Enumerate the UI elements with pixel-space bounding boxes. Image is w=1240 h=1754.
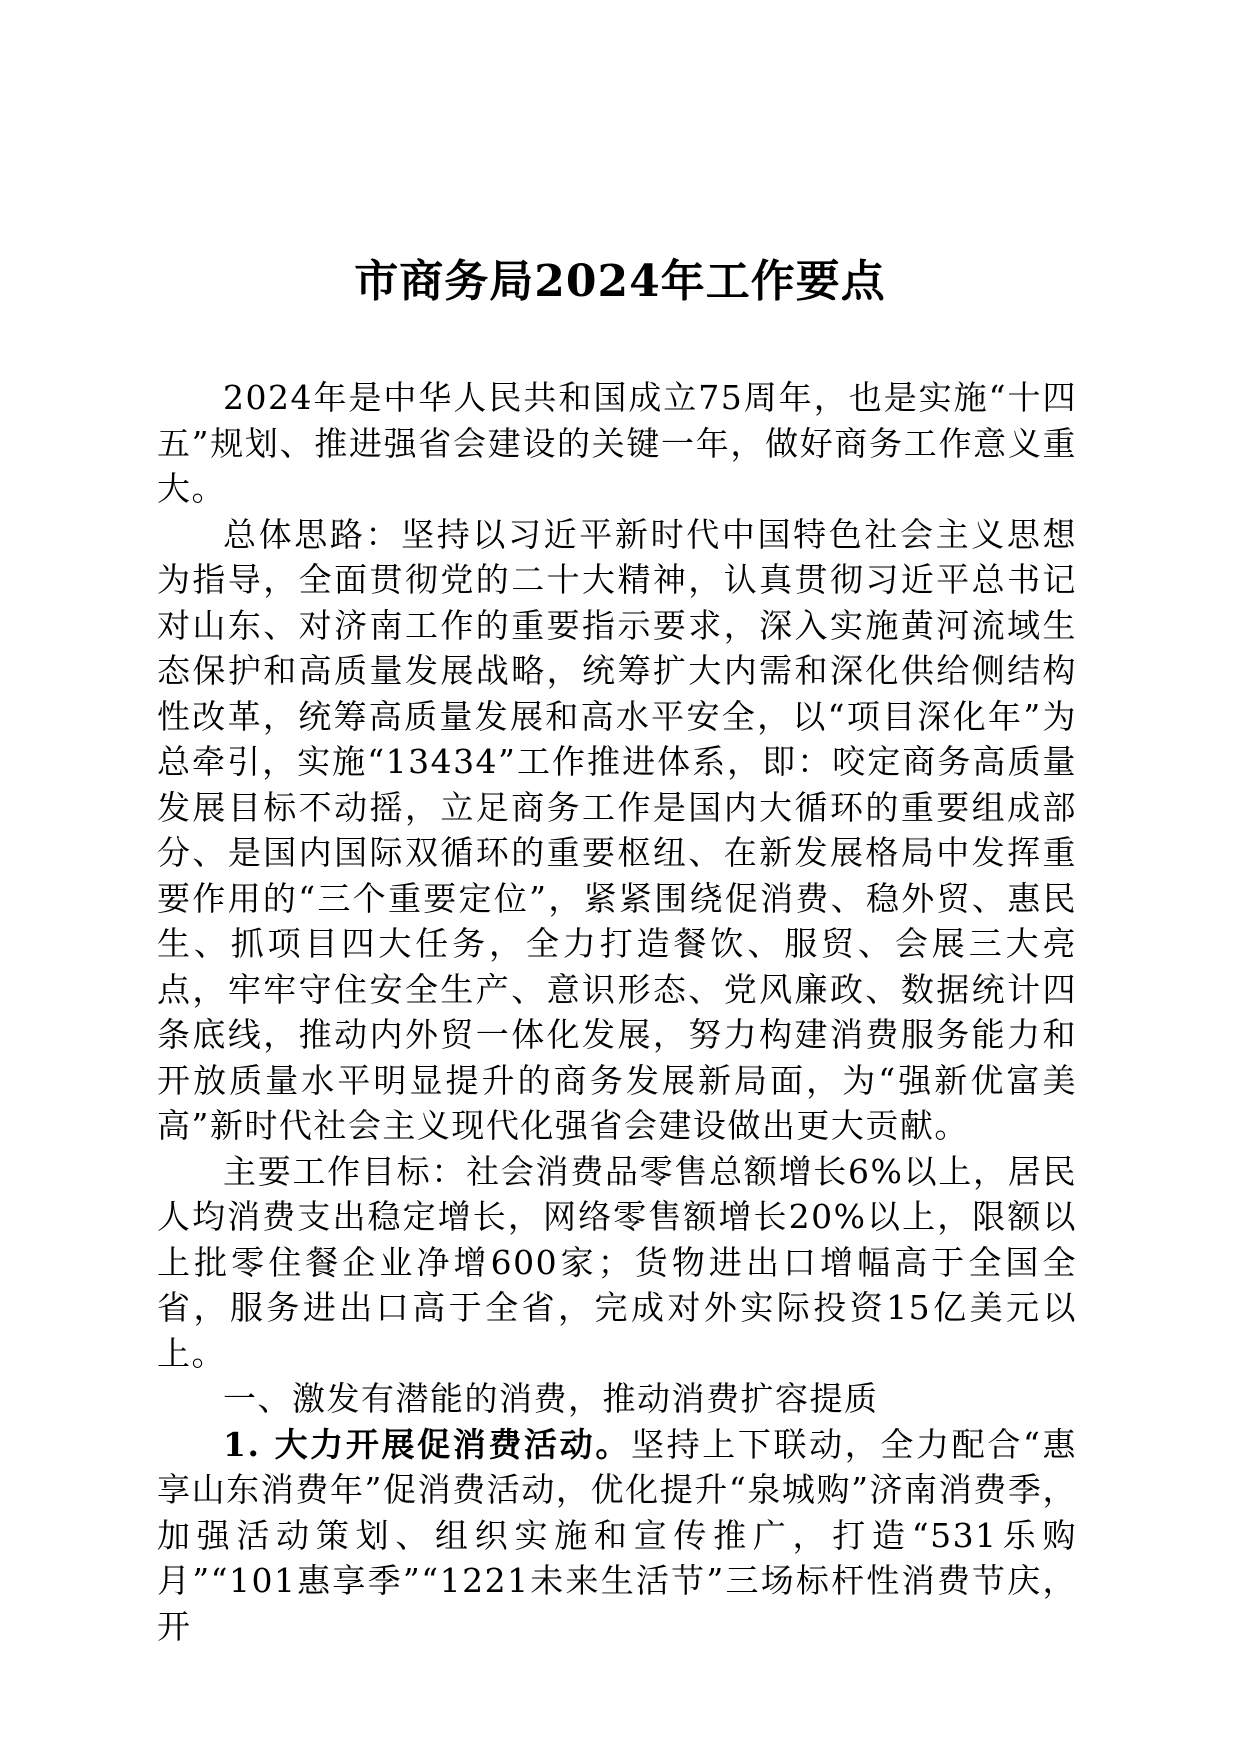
document-body xyxy=(157,375,1077,1649)
item-1-title: 1. 大力开展促消费活动。 xyxy=(223,1424,631,1464)
document-title: 市商务局2024年工作要点 xyxy=(354,256,886,307)
main-goals-paragraph: 主要工作目标：社会消费品零售总额增长6%以上，居民人均消费支出稳定增长，网络零售额增长20%以上，限额以上批零住餐企业净增600家；货物进出口增幅高于全国全省，服务进出口高于全省，完成对外实际投资15亿美元以上。 xyxy=(157,1151,1077,1373)
section-1-heading: 一、激发有潜能的消费，推动消费扩容提质 xyxy=(223,1379,879,1418)
item-1-paragraph xyxy=(157,1422,1077,1650)
overall-approach-paragraph: 总体思路：坚持以习近平新时代中国特色社会主义思想为指导，全面贯彻党的二十大精神，认真贯彻习近平总书记对山东、对济南工作的重要指示要求，深入实施黄河流域生态保护和高质量发展战略，统筹扩大内需和深化供给侧结构性改革，统筹高质量发展和高水平安全，以“项目深化年”为总牵引，实施“13434”工作推进体系，即：咬定商务高质量发展目标不动摇，立足商务工作是国内大循环的重要组成部分、是国内国际双循环的重要枢纽、在新发展格局中发挥重要作用的“三个重要定位”，紧紧围绕促消费、稳外贸、惠民生、抓项目四大任务，全力打造餐饮、服贸、会展三大亮点，牢牢守住安全生产、意识形态、党风廉政、数据统计四条底线，推动内外贸一体化发展，努力构建消费服务能力和开放质量水平明显提升的商务发展新局面，为“强新优富美高”新时代社会主义现代化强省会建设做出更大贡献。 xyxy=(157,514,1077,1145)
item-1-body: 坚持上下联动，全力配合“惠享山东消费年”促消费活动，优化提升“泉城购”济南消费季，加强活动策划、组织实施和宣传推广，打造“531乐购月”“101惠享季”“1221未来生活节”三场标杆性消费节庆，开 xyxy=(157,1424,1077,1646)
intro-paragraph: 2024年是中华人民共和国成立75周年，也是实施“十四五”规划、推进强省会建设的关键一年，做好商务工作意义重大。 xyxy=(157,378,1077,508)
